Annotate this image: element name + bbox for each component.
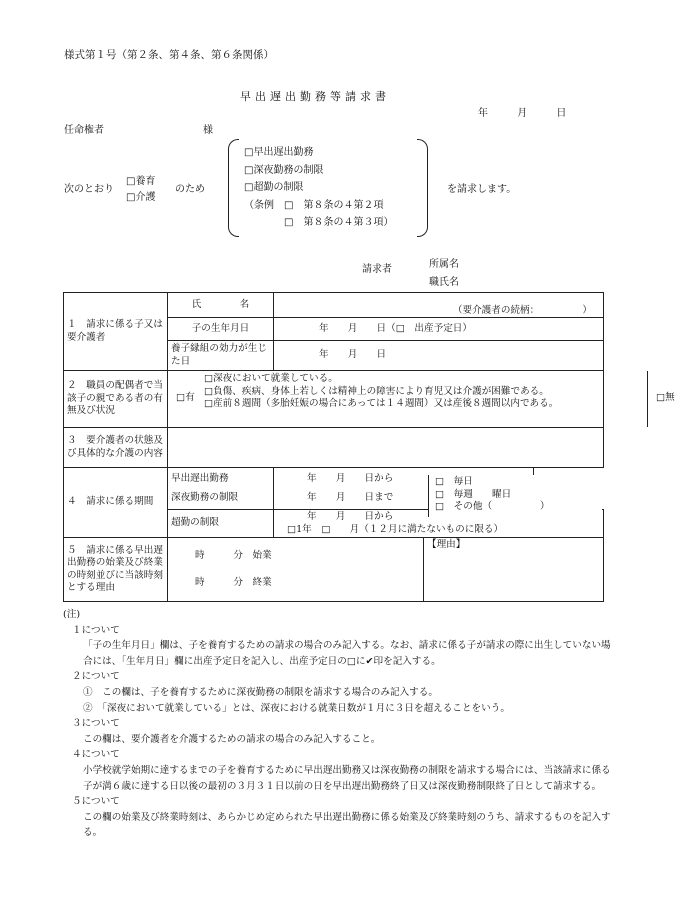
birth-date-field[interactable] xyxy=(274,318,604,341)
start-time: 時 分 始業 xyxy=(195,550,272,561)
requester-label: 請求者 xyxy=(362,264,392,275)
birth-date-value: 年 月 日（□ 出産予定日） xyxy=(319,322,472,334)
overtime-duration: □1年 □ 月（１２月に満たないものに限る） xyxy=(287,523,504,535)
frequency-other-checkbox[interactable]: □ その他（ ） xyxy=(435,501,550,512)
row3-label: ３ 要介護者の状態及び具体的な介護の内容 xyxy=(64,428,168,468)
frequency-daily-checkbox[interactable]: □ 毎日 xyxy=(435,476,473,487)
work-times-cell[interactable] xyxy=(168,538,424,602)
frequency-weekly-checkbox[interactable]: □ 毎週 曜日 xyxy=(435,488,512,500)
request-form-table xyxy=(63,292,675,602)
date-day: 日 xyxy=(556,108,567,119)
reason-label: 【理由】 xyxy=(427,539,466,550)
period-to: 年 月 日まで xyxy=(307,491,394,503)
spouse-disability-checkbox[interactable]: □負傷、疾病、身体上若しくは精神上の障害により育児又は介護が困難である。 xyxy=(204,385,549,397)
date-year: 年 xyxy=(478,108,488,119)
appointer-label: 任命権者 xyxy=(64,125,104,136)
purpose-options xyxy=(126,174,155,206)
position-name-label: 職氏名 xyxy=(429,277,459,288)
note4-title: ４について xyxy=(72,749,120,761)
period-from: 年 月 日から xyxy=(307,473,394,484)
spouse-status-list xyxy=(204,373,616,411)
name-field[interactable] xyxy=(274,293,604,318)
request-type-list xyxy=(244,144,393,232)
request-overtime-limit-checkbox[interactable]: □超勤の制限 xyxy=(244,182,304,194)
early-late-label: 早出遅出勤務 xyxy=(171,473,229,484)
note5-title: ５について xyxy=(72,796,120,808)
birth-date-label: 子の生年月日 xyxy=(168,318,274,341)
row1-label: １ 請求に係る子又は要介護者 xyxy=(64,293,168,371)
affiliation-label: 所属名 xyxy=(429,259,459,270)
note2-title: ２について xyxy=(72,671,120,683)
form-title: 早出遅出勤務等請求書 xyxy=(240,90,390,103)
relation-note: （要介護者の続柄： ） xyxy=(452,305,593,316)
request-early-late-checkbox[interactable]: □早出遅出勤務 xyxy=(244,147,314,158)
notes-section xyxy=(63,607,611,841)
overtime-from: 年 月 日から xyxy=(307,511,394,522)
spouse-status-cell xyxy=(168,371,675,428)
care-details-field[interactable] xyxy=(168,428,604,468)
adoption-date-value: 年 月 日 xyxy=(319,349,387,361)
spouse-divider xyxy=(647,371,648,427)
childcare-checkbox[interactable]: □養育 xyxy=(126,176,156,187)
period-types-cell xyxy=(168,468,274,510)
request-type-bracket xyxy=(228,139,428,235)
note1-title: １について xyxy=(72,624,120,636)
note3-title: ３について xyxy=(72,718,120,730)
row5-label: ５ 請求に係る早出遅出勤務の始業及び終業の時刻並びに当該時刻とする理由 xyxy=(64,538,168,602)
name-label: 氏 名 xyxy=(168,293,274,318)
spouse-yes-checkbox[interactable]: □有 xyxy=(176,392,195,403)
spouse-night-work-checkbox[interactable]: □深夜において就業している。 xyxy=(204,373,338,384)
spouse-maternity-checkbox[interactable]: □産前８週間（多胎妊娠の場合にあっては１４週間）又は産後８週間以内である。 xyxy=(204,398,559,409)
right-bracket xyxy=(417,139,428,237)
row4-label: ４ 請求に係る期間 xyxy=(64,468,168,538)
notes-heading: (注) xyxy=(63,609,81,620)
ordinance-clause-2-checkbox[interactable]: （条例 □ 第８条の４第２項 xyxy=(244,199,384,211)
ordinance-clause-3-checkbox[interactable]: □ 第８条の４第３項） xyxy=(244,217,394,229)
for-the-purpose-label: のため xyxy=(175,184,205,195)
spouse-no-checkbox[interactable]: □無 xyxy=(656,392,675,403)
reason-field[interactable] xyxy=(424,538,604,602)
adoption-date-field[interactable] xyxy=(274,341,604,371)
note2-item1: ① この欄は、子を養育するために深夜勤務の制限を請求する場合のみ記入する。 xyxy=(83,686,438,698)
end-time: 時 分 終業 xyxy=(195,576,272,588)
overtime-limit-label: 超勤の制限 xyxy=(168,510,274,538)
request-statement: を請求します。 xyxy=(447,184,517,195)
nursing-checkbox[interactable]: □介護 xyxy=(126,192,156,203)
note2-item2: ② 「深夜において就業している」とは、深夜における就業日数が１月に３日を超えることをいう。 xyxy=(83,702,510,714)
note5-text: この欄の始業及び終業時刻は、あらかじめ定められた早出遅出勤務に係る始業及び終業時刻のうち、請求するものを記入する。 xyxy=(83,811,611,839)
frequency-options xyxy=(428,475,602,517)
request-date xyxy=(478,108,566,120)
row2-label: ２ 職員の配偶者で当該子の親である者の有無及び状況 xyxy=(64,371,168,428)
night-limit-label: 深夜勤務の制限 xyxy=(171,491,239,503)
honorific-sama: 様 xyxy=(203,125,213,136)
note1-text: 「子の生年月日」欄は、子を養育するための請求の場合のみ記入する。なお、請求に係る子が請求の際に出生していない場合には、「生年月日」欄に出産予定日を記入し、出産予定日の□に✔印を記入する。 xyxy=(83,640,611,667)
request-night-limit-checkbox[interactable]: □深夜勤務の制限 xyxy=(244,164,324,176)
date-month: 月 xyxy=(517,108,528,119)
note4-text: 小学校就学始期に達するまでの子を養育するために早出遅出勤務又は深夜勤務の制限を請求する場合には、当該請求に係る子が満６歳に達する日以後の最初の３月３１日以前の日を早出遅出勤務終了日又は深夜勤務制限終了日として請求する。 xyxy=(83,764,611,792)
left-bracket xyxy=(228,139,239,237)
form-number: 様式第１号（第２条、第４条、第６条関係） xyxy=(64,49,274,61)
adoption-date-label: 養子縁組の効力が生じた日 xyxy=(168,341,274,371)
requester-fields xyxy=(429,256,459,292)
note3-text: この欄は、要介護者を介護するための請求の場合のみ記入すること。 xyxy=(83,733,381,745)
as-follows-label: 次のとおり xyxy=(64,184,114,195)
